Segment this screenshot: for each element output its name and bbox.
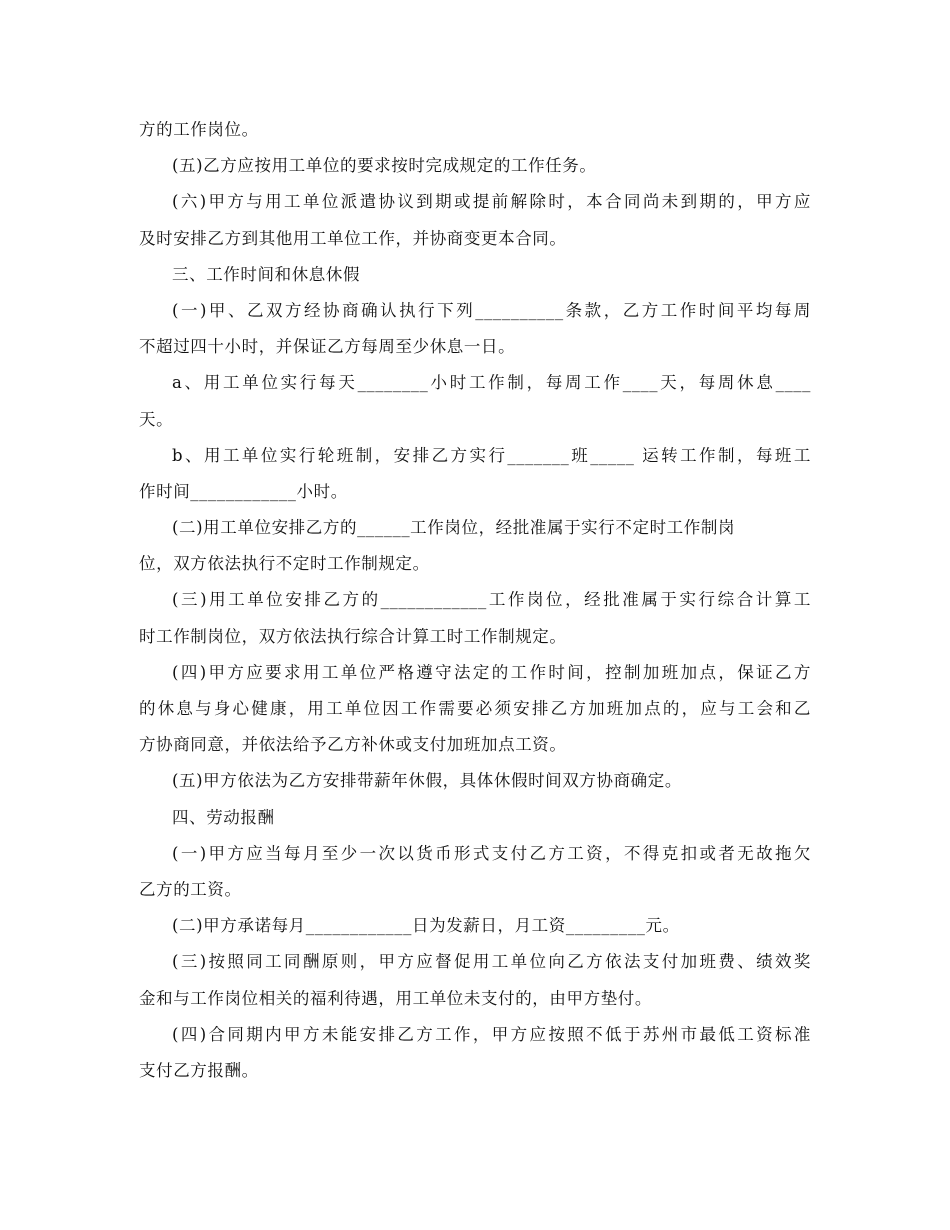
paragraph-line: 金和与工作岗位相关的福利待遇，用工单位未支付的，由甲方垫付。: [139, 988, 652, 1008]
paragraph-line: (五)乙方应按用工单位的要求按时完成规定的工作任务。: [172, 156, 597, 176]
paragraph-line: (一)甲方应当每月至少一次以货币形式支付乙方工资，不得克扣或者无故拖欠: [172, 843, 811, 863]
paragraph-line: (二)用工单位安排乙方的______工作岗位，经批准属于实行不定时工作制岗: [172, 518, 736, 538]
paragraph-line: a、用工单位实行每天________小时工作制，每周工作____天，每周休息____: [172, 373, 811, 393]
paragraph-line: 方的工作岗位。: [139, 120, 259, 139]
section-heading: 四、劳动报酬: [172, 807, 275, 827]
paragraph-line: 天。: [139, 409, 174, 429]
paragraph-line: (五)甲方依法为乙方安排带薪年休假，具体休假时间双方协商确定。: [172, 771, 682, 791]
paragraph-line: 的休息与身心健康，用工单位因工作需要必须安排乙方加班加点的，应与工会和乙: [139, 699, 811, 718]
paragraph-line: 作时间____________小时。: [139, 481, 348, 501]
paragraph-line: 及时安排乙方到其他用工单位工作，并协商变更本合同。: [139, 228, 567, 248]
paragraph-line: (三)用工单位安排乙方的____________工作岗位，经批准属于实行综合计算工: [172, 590, 811, 610]
paragraph-line: (六)甲方与用工单位派遣协议到期或提前解除时，本合同尚未到期的，甲方应: [172, 192, 811, 212]
paragraph-line: 支付乙方报酬。: [139, 1060, 259, 1080]
paragraph-line: (三)按照同工同酬原则，甲方应督促用工单位向乙方依法支付加班费、绩效奖: [172, 952, 811, 972]
paragraph-line: (四)甲方应要求用工单位严格遵守法定的工作时间，控制加班加点，保证乙方: [172, 662, 811, 682]
paragraph-line: (一)甲、乙双方经协商确认执行下列__________条款，乙方工作时间平均每周: [172, 300, 811, 320]
paragraph-line: 乙方的工资。: [139, 879, 242, 899]
paragraph-line: (二)甲方承诺每月____________日为发薪日，月工资_________元。: [172, 916, 680, 936]
paragraph-line: (四)合同期内甲方未能安排乙方工作，甲方应按照不低于苏州市最低工资标准: [172, 1024, 811, 1044]
document-body: [139, 112, 811, 1089]
section-heading: 三、工作时间和休息休假: [172, 264, 361, 284]
paragraph-line: 时工作制岗位，双方依法执行综合计算工时工作制规定。: [139, 626, 567, 646]
paragraph-line: 不超过四十小时，并保证乙方每周至少休息一日。: [139, 337, 516, 357]
paragraph-line: 位，双方依法执行不定时工作制规定。: [139, 554, 430, 574]
paragraph-line: b、用工单位实行轮班制，安排乙方实行_______班_____ 运转工作制，每班工: [172, 445, 811, 465]
paragraph-line: 方协商同意，并依法给予乙方补休或支付加班加点工资。: [139, 735, 567, 755]
